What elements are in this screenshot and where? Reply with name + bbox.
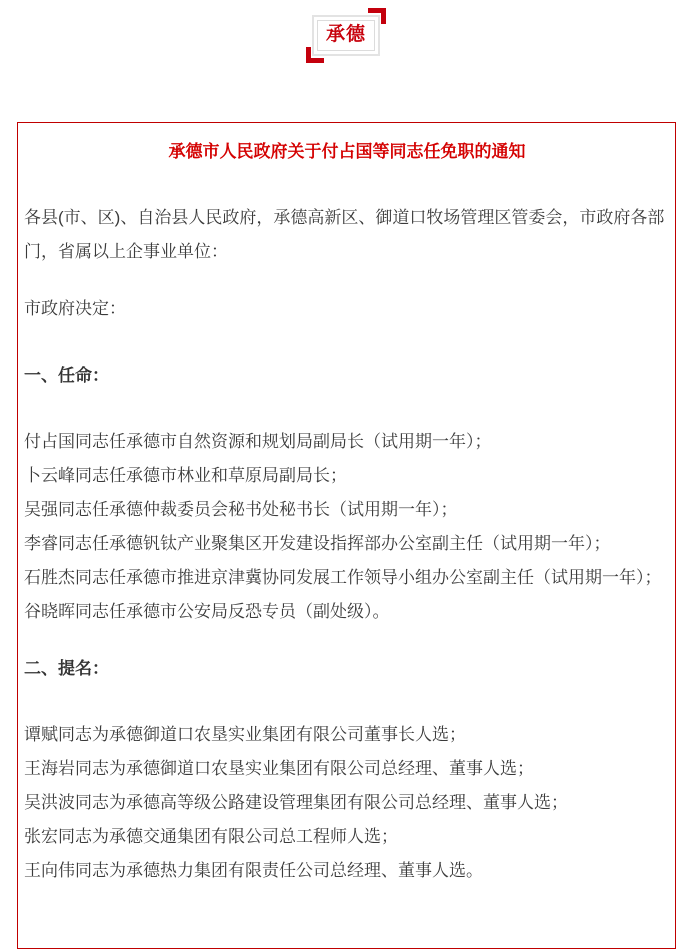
decision-line: 市政府决定： [24,299,126,318]
logo-corner-top-right-icon [368,8,386,24]
nominations-list [24,718,670,888]
document-title: 承德市人民政府关于付占国等同志任免职的通知 [168,142,526,161]
section-heading-nominations: 二、提名： [24,659,109,678]
list-item: 王向伟同志为承德热力集团有限责任公司总经理、董事人选。 [24,861,483,880]
list-item: 谷晓晖同志任承德市公安局反恐专员（副处级）。 [24,602,390,621]
document-box [17,122,676,949]
list-item: 吴强同志任承德仲裁委员会秘书处秘书长（试用期一年）； [24,500,458,519]
list-item: 张宏同志为承德交通集团有限公司总工程师人选； [24,827,398,846]
header [0,0,692,56]
list-item: 王海岩同志为承德御道口农垦实业集团有限公司总经理、董事人选； [24,759,534,778]
list-item: 李睿同志任承德钒钛产业聚集区开发建设指挥部办公室副主任（试用期一年）； [24,534,611,553]
appointments-list [24,425,670,629]
salutation-paragraph: 各县(市、区)、自治县人民政府，承德高新区、御道口牧场管理区管委会，市政府各部门，省属以上企事业单位： [24,208,665,261]
list-item: 吴洪波同志为承德高等级公路建设管理集团有限公司总经理、董事人选； [24,793,568,812]
list-item: 付占国同志任承德市自然资源和规划局副局长（试用期一年）； [24,432,492,451]
chengde-logo[interactable] [312,15,380,56]
logo-text: 承德 [317,20,375,51]
logo-corner-bottom-left-icon [306,47,324,63]
list-item: 石胜杰同志任承德市推进京津冀协同发展工作领导小组办公室副主任（试用期一年）； [24,568,662,587]
section-heading-appointments: 一、任命： [24,366,109,385]
list-item: 谭赋同志为承德御道口农垦实业集团有限公司董事长人选； [24,725,466,744]
list-item: 卜云峰同志任承德市林业和草原局副局长； [24,466,347,485]
